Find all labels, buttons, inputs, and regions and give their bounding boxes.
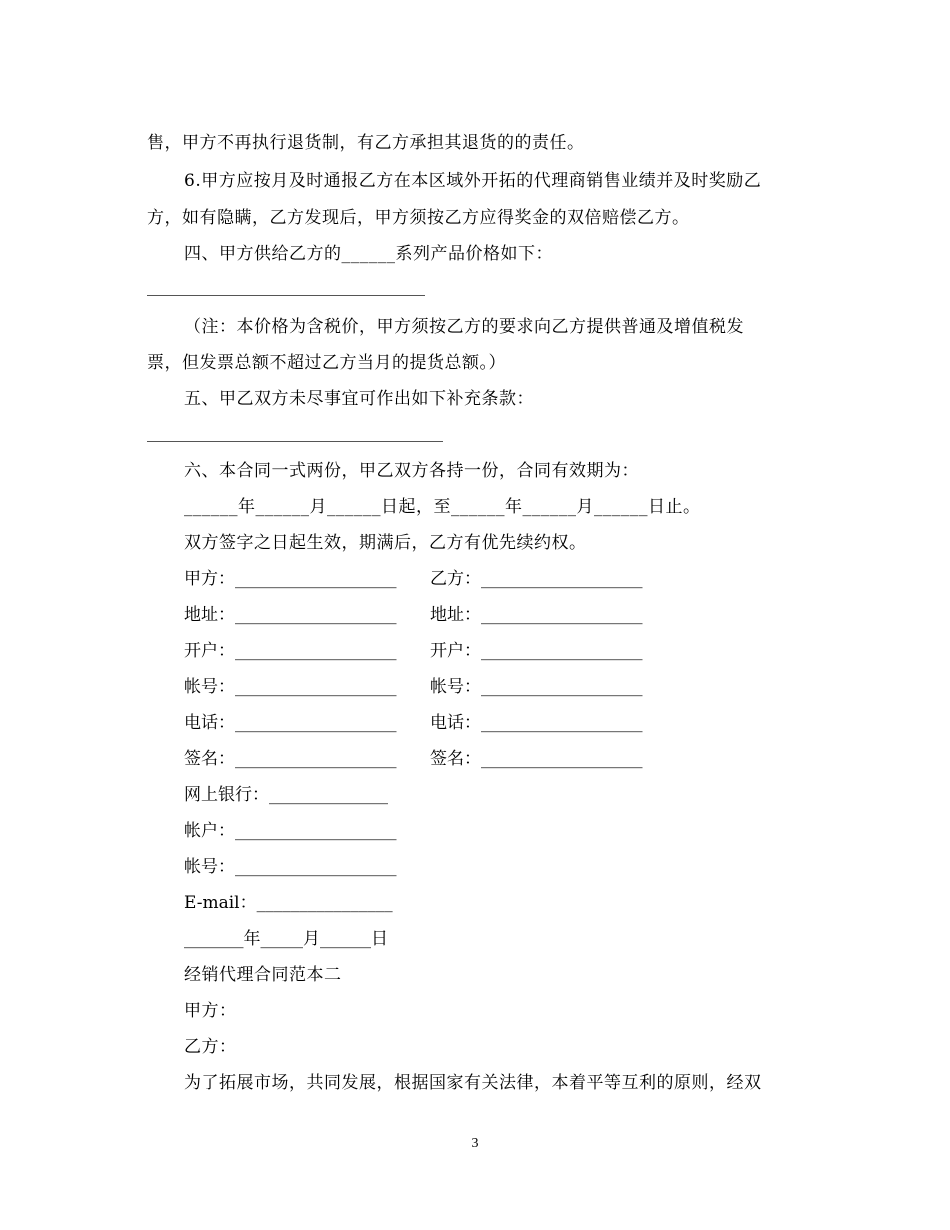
account-number-field: 帐号：___________________ [430,677,643,697]
section-6-heading: 六、本合同一式两份，甲乙双方各持一份，合同有效期为： [184,461,639,481]
signature-field: 签名：___________________ [184,749,397,769]
paragraph-line: 售，甲方不再执行退货制，有乙方承担其退货的的责任。 [147,133,585,153]
online-bank-field: 网上银行：______________ [184,785,388,805]
bank-field: 开户：___________________ [430,641,643,661]
blank-rule [147,295,425,296]
party-b-label: 乙方： [184,1037,237,1057]
party-a-label: 甲方： [184,1001,237,1021]
date-field: _______年_____月______日 [184,929,388,949]
validity-date-line: ______年______月______日起，至______年______月______日止。 [184,497,701,517]
account-holder-field: 帐户：___________________ [184,821,397,841]
address-field: 地址：___________________ [184,605,397,625]
party-a-field: 甲方：___________________ [184,569,397,589]
section-4-heading: 四、甲方供给乙方的______系列产品价格如下： [184,244,553,264]
paragraph-line: 方，如有隐瞒，乙方发现后，甲方须按乙方应得奖金的双倍赔偿乙方。 [147,208,690,228]
email-field: E-mail：________________ [184,893,393,913]
bank-field: 开户：___________________ [184,641,397,661]
section-5-heading: 五、甲乙双方未尽事宜可作出如下补充条款： [184,389,534,409]
note-line: 票，但发票总额不超过乙方当月的提货总额。） [147,353,506,373]
account-number-field: 帐号：___________________ [184,857,397,877]
party-b-field: 乙方：___________________ [430,569,643,589]
phone-field: 电话：___________________ [184,713,397,733]
clause-6-line: 6.甲方应按月及时通报乙方在本区域外开拓的代理商销售业绩并及时奖励乙 [184,171,762,191]
address-field: 地址：___________________ [430,605,643,625]
phone-field: 电话：___________________ [430,713,643,733]
intro-line: 为了拓展市场，共同发展，根据国家有关法律，本着平等互利的原则，经双 [184,1073,762,1093]
effective-line: 双方签字之日起生效，期满后，乙方有优先续约权。 [184,533,587,553]
account-number-field: 帐号：___________________ [184,677,397,697]
contract-title: 经销代理合同范本二 [184,965,342,985]
page-number: 3 [471,1136,479,1151]
blank-rule [147,441,443,442]
note-line: （注：本价格为含税价，甲方须按乙方的要求向乙方提供普通及增值税发 [184,317,744,337]
signature-field: 签名：___________________ [430,749,643,769]
